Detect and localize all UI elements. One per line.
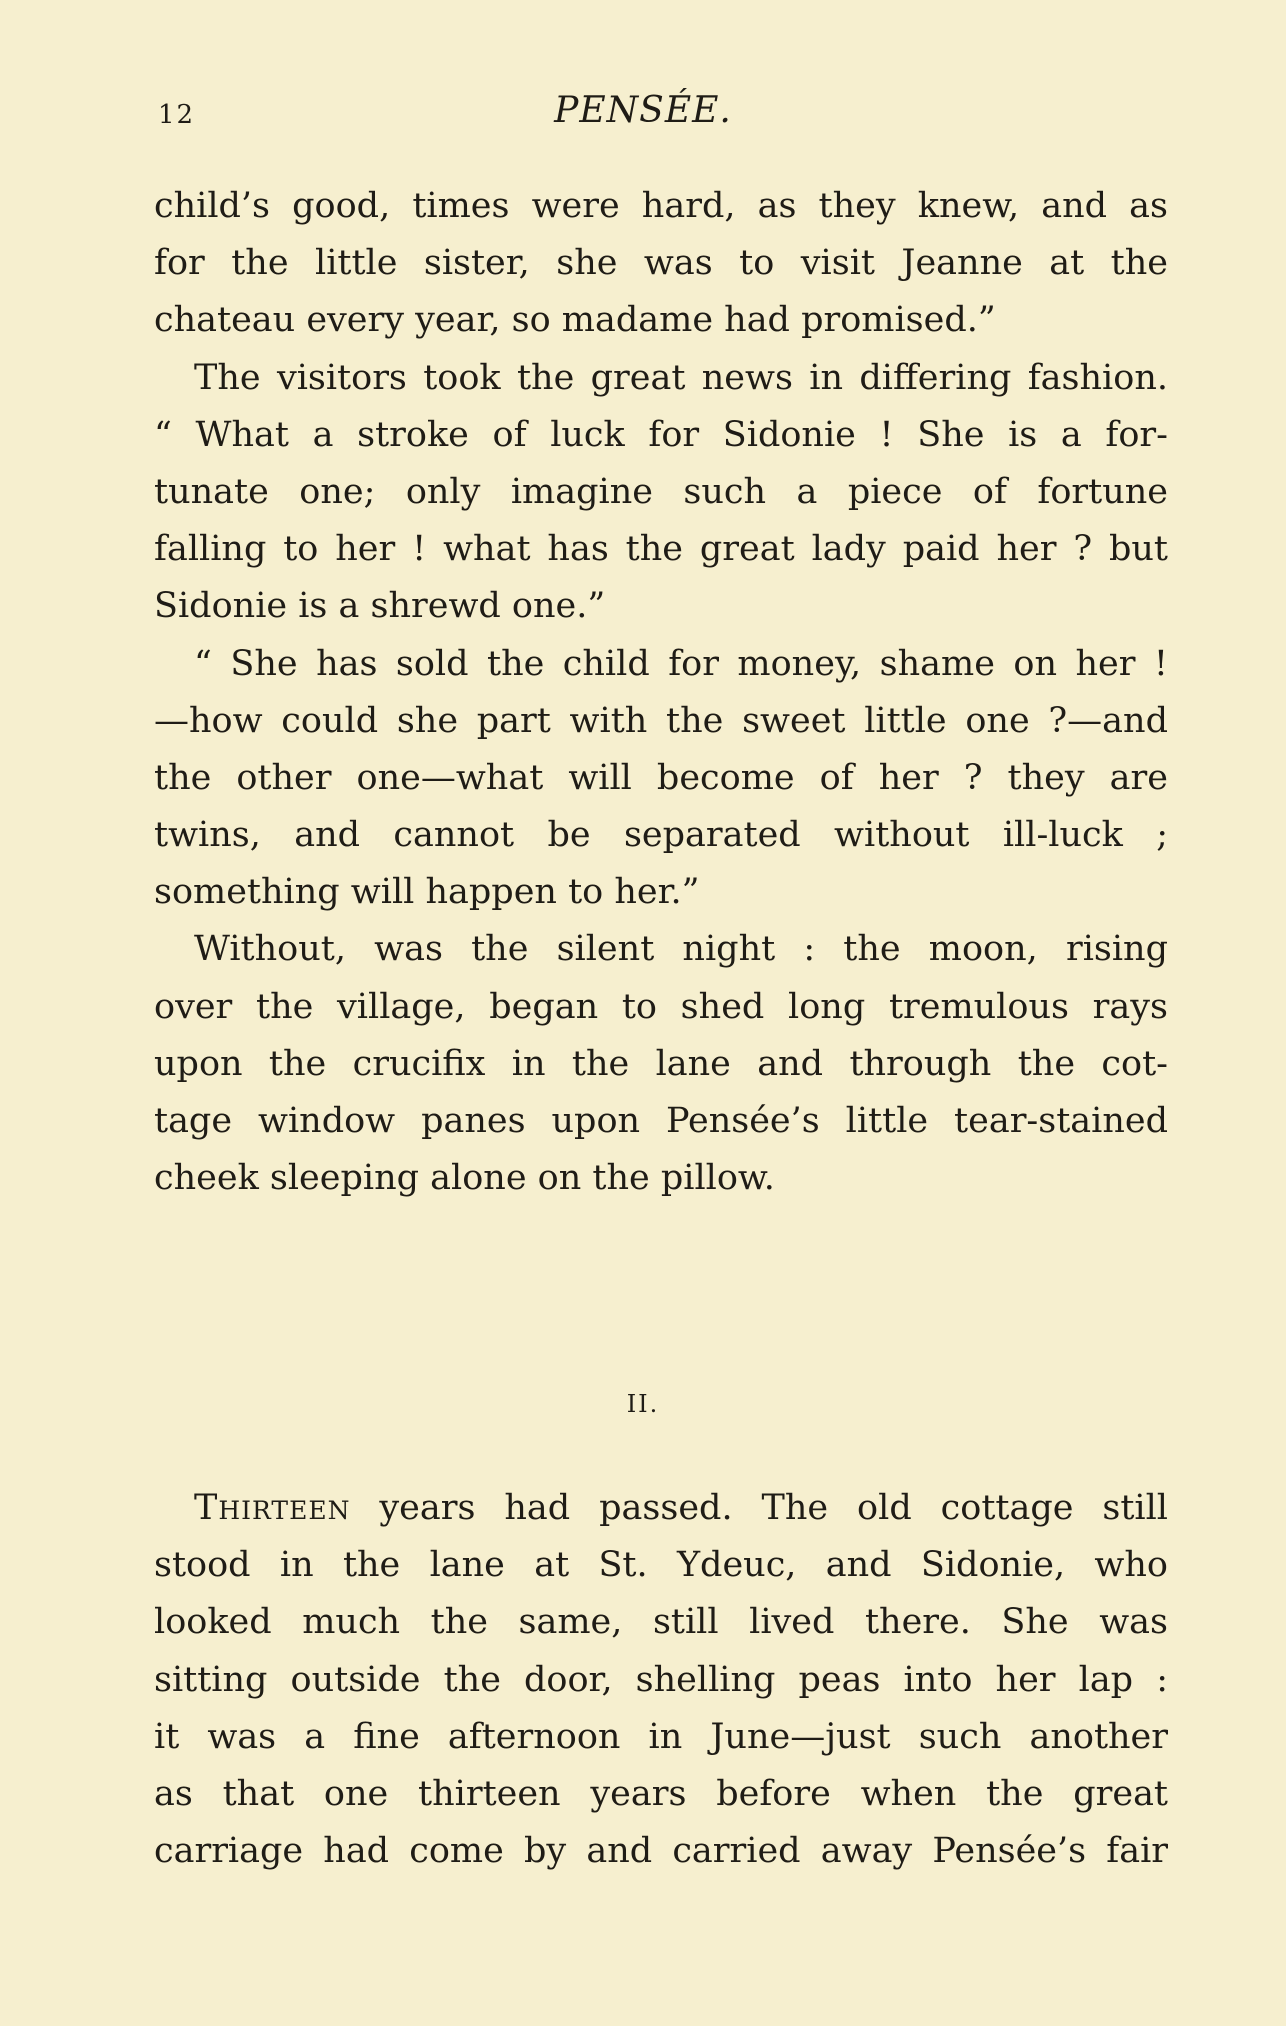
- text-line: tunate one; only imagine such a piece of fortune: [154, 471, 1168, 512]
- text-line: it was a fine afternoon in June—just such another: [154, 1716, 1168, 1757]
- running-title: PENSÉE.: [554, 90, 732, 131]
- text-line-rest: years had passed. The old cottage still: [350, 1488, 1168, 1528]
- text-line: as that one thirteen years before when the great: [154, 1773, 1168, 1814]
- text-line: over the village, began to shed long tremulous rays: [154, 986, 1168, 1027]
- text-line: stood in the lane at St. Ydeuc, and Sidonie, who: [154, 1545, 1168, 1586]
- text-block-1: [154, 178, 1168, 1207]
- text-line: twins, and cannot be separated without ill-luck ;: [154, 815, 1168, 856]
- page-header: [0, 90, 1286, 140]
- text-line: for the little sister, she was to visit Jeanne at the: [154, 243, 1168, 284]
- text-line: “ What a stroke of luck for Sidonie ! She is a for-: [154, 414, 1168, 455]
- text-line: falling to her ! what has the great lady paid her ? but: [154, 529, 1168, 570]
- text-line: —how could she part with the sweet little one ?—and: [154, 700, 1168, 741]
- text-line: something will happen to her.”: [154, 872, 700, 913]
- section-opening-word: Thirteen: [194, 1488, 351, 1528]
- text-line: The visitors took the great news in differing fashion.: [194, 357, 1168, 398]
- text-line: Sidonie is a shrewd one.”: [154, 586, 606, 627]
- text-line: tage window panes upon Pensée’s little tear-stained: [154, 1101, 1168, 1141]
- text-line: cheek sleeping alone on the pillow.: [154, 1158, 775, 1199]
- text-line: upon the crucifix in the lane and through the cot-: [154, 1043, 1168, 1084]
- page-number: 12: [158, 100, 196, 130]
- text-line: sitting outside the door, shelling peas into her lap :: [154, 1659, 1168, 1700]
- text-line: “ She has sold the child for money, shame on her !: [194, 643, 1168, 684]
- text-line: [154, 1480, 1168, 1537]
- text-line: Without, was the silent night : the moon, rising: [194, 929, 1168, 970]
- text-line: the other one—what will become of her ? they are: [154, 757, 1168, 798]
- text-line: child’s good, times were hard, as they knew, and as: [154, 186, 1168, 226]
- text-line: chateau every year, so madame had promised.”: [154, 300, 996, 341]
- text-line: carriage had come by and carried away Pensée’s fair: [154, 1831, 1168, 1872]
- text-line: looked much the same, still lived there. She was: [154, 1602, 1168, 1643]
- section-number: II.: [626, 1390, 660, 1418]
- text-block-2: [154, 1480, 1168, 1880]
